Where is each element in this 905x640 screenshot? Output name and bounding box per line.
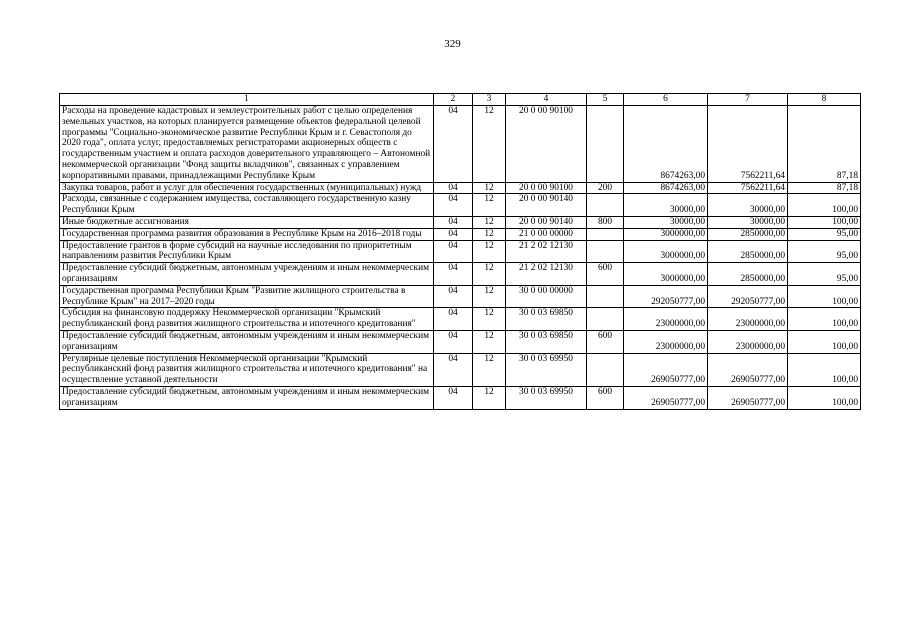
expense-type-cell (587, 194, 624, 217)
header-cell: 2 (434, 94, 473, 106)
header-cell: 5 (587, 94, 624, 106)
expense-name-cell: Регулярные целевые поступления Некоммерческой организации "Крымский республиканский фонд развития жилищного строительства и ипотечного кредитования" на осуществление уставной деятельности (60, 353, 434, 386)
execution-percent-cell: 95,00 (788, 263, 861, 286)
table-row (60, 106, 861, 183)
expense-name-cell: Расходы, связанные с содержанием имущества, составляющего государственную казну Республики Крым (60, 194, 434, 217)
executed-amount-cell: 7562211,64 (708, 106, 788, 183)
expense-name-cell: Расходы на проведение кадастровых и землеустроительных работ с целью определения земельных участков, на которых планируется размещение объектов федеральной целевой программы "Социально-экономическое развитие Республики Крым и г. Севастополя до 2020 года", оплата услуг, предоставляемых регистраторами акционерных обществ с государственным участием и оплата расходов доверительного управляющего – Автономной некоммерческой организации "Фонд защиты вкладчиков", связанных с управлением корпоративными правами, принадлежащими Республике Крым (60, 106, 434, 183)
subsection-code-cell: 12 (473, 194, 506, 217)
table-header-row (60, 94, 861, 106)
expense-name-cell: Государственная программа развития образования в Республике Крым на 2016–2018 годы (60, 228, 434, 240)
execution-percent-cell: 87,18 (788, 182, 861, 194)
budget-table (59, 93, 861, 410)
planned-amount-cell: 30000,00 (624, 194, 708, 217)
header-cell: 3 (473, 94, 506, 106)
expense-name-cell: Предоставление субсидий бюджетным, автономным учреждениям и иным некоммерческим организациям (60, 386, 434, 409)
section-code-cell: 04 (434, 106, 473, 183)
section-code-cell: 04 (434, 353, 473, 386)
executed-amount-cell: 2850000,00 (708, 240, 788, 263)
subsection-code-cell: 12 (473, 182, 506, 194)
subsection-code-cell: 12 (473, 240, 506, 263)
planned-amount-cell: 23000000,00 (624, 330, 708, 353)
planned-amount-cell: 3000000,00 (624, 228, 708, 240)
planned-amount-cell: 3000000,00 (624, 240, 708, 263)
section-code-cell: 04 (434, 194, 473, 217)
execution-percent-cell: 100,00 (788, 386, 861, 409)
target-article-cell: 20 0 00 90100 (506, 106, 587, 183)
table-row (60, 308, 861, 331)
target-article-cell: 30 0 03 69850 (506, 330, 587, 353)
subsection-code-cell: 12 (473, 263, 506, 286)
execution-percent-cell: 100,00 (788, 194, 861, 217)
subsection-code-cell: 12 (473, 216, 506, 228)
execution-percent-cell: 87,18 (788, 106, 861, 183)
expense-type-cell (587, 308, 624, 331)
expense-type-cell (587, 353, 624, 386)
target-article-cell: 30 0 00 00000 (506, 285, 587, 308)
executed-amount-cell: 23000000,00 (708, 330, 788, 353)
executed-amount-cell: 7562211,64 (708, 182, 788, 194)
expense-type-cell: 600 (587, 330, 624, 353)
executed-amount-cell: 30000,00 (708, 194, 788, 217)
table-row (60, 240, 861, 263)
section-code-cell: 04 (434, 240, 473, 263)
table-row (60, 330, 861, 353)
planned-amount-cell: 8674263,00 (624, 182, 708, 194)
target-article-cell: 21 2 02 12130 (506, 263, 587, 286)
subsection-code-cell: 12 (473, 106, 506, 183)
subsection-code-cell: 12 (473, 285, 506, 308)
expense-type-cell: 800 (587, 216, 624, 228)
planned-amount-cell: 23000000,00 (624, 308, 708, 331)
planned-amount-cell: 269050777,00 (624, 353, 708, 386)
table-row (60, 182, 861, 194)
target-article-cell: 30 0 03 69950 (506, 386, 587, 409)
execution-percent-cell: 100,00 (788, 308, 861, 331)
subsection-code-cell: 12 (473, 386, 506, 409)
expense-name-cell: Предоставление грантов в форме субсидий на научные исследования по приоритетным направлениям развития Республики Крым (60, 240, 434, 263)
executed-amount-cell: 2850000,00 (708, 228, 788, 240)
target-article-cell: 20 0 00 90140 (506, 194, 587, 217)
section-code-cell: 04 (434, 386, 473, 409)
header-cell: 7 (708, 94, 788, 106)
expense-type-cell (587, 240, 624, 263)
planned-amount-cell: 3000000,00 (624, 263, 708, 286)
execution-percent-cell: 95,00 (788, 240, 861, 263)
execution-percent-cell: 100,00 (788, 285, 861, 308)
header-cell: 1 (60, 94, 434, 106)
target-article-cell: 30 0 03 69850 (506, 308, 587, 331)
planned-amount-cell: 30000,00 (624, 216, 708, 228)
target-article-cell: 30 0 03 69950 (506, 353, 587, 386)
executed-amount-cell: 30000,00 (708, 216, 788, 228)
table-row (60, 228, 861, 240)
section-code-cell: 04 (434, 330, 473, 353)
subsection-code-cell: 12 (473, 308, 506, 331)
section-code-cell: 04 (434, 263, 473, 286)
target-article-cell: 20 0 00 90140 (506, 216, 587, 228)
table-row (60, 263, 861, 286)
table-row (60, 285, 861, 308)
section-code-cell: 04 (434, 285, 473, 308)
execution-percent-cell: 95,00 (788, 228, 861, 240)
planned-amount-cell: 269050777,00 (624, 386, 708, 409)
executed-amount-cell: 269050777,00 (708, 386, 788, 409)
expense-type-cell (587, 228, 624, 240)
executed-amount-cell: 269050777,00 (708, 353, 788, 386)
header-cell: 4 (506, 94, 587, 106)
target-article-cell: 21 2 02 12130 (506, 240, 587, 263)
expense-type-cell: 200 (587, 182, 624, 194)
expense-name-cell: Предоставление субсидий бюджетным, автономным учреждениям и иным некоммерческим организациям (60, 330, 434, 353)
target-article-cell: 21 0 00 00000 (506, 228, 587, 240)
subsection-code-cell: 12 (473, 330, 506, 353)
expense-name-cell: Государственная программа Республики Крым "Развитие жилищного строительства в Республике Крым" на 2017–2020 годы (60, 285, 434, 308)
section-code-cell: 04 (434, 308, 473, 331)
section-code-cell: 04 (434, 182, 473, 194)
table-row (60, 216, 861, 228)
expense-name-cell: Закупка товаров, работ и услуг для обеспечения государственных (муниципальных) нужд (60, 182, 434, 194)
expense-type-cell (587, 106, 624, 183)
target-article-cell: 20 0 00 90100 (506, 182, 587, 194)
executed-amount-cell: 2850000,00 (708, 263, 788, 286)
expense-type-cell: 600 (587, 263, 624, 286)
expense-name-cell: Субсидия на финансовую поддержку Некоммерческой организации "Крымский республиканский фонд развития жилищного строительства и ипотечного кредитования" (60, 308, 434, 331)
table-row (60, 386, 861, 409)
execution-percent-cell: 100,00 (788, 330, 861, 353)
subsection-code-cell: 12 (473, 353, 506, 386)
section-code-cell: 04 (434, 216, 473, 228)
table-row (60, 353, 861, 386)
header-cell: 8 (788, 94, 861, 106)
execution-percent-cell: 100,00 (788, 216, 861, 228)
section-code-cell: 04 (434, 228, 473, 240)
expense-name-cell: Предоставление субсидий бюджетным, автономным учреждениям и иным некоммерческим организациям (60, 263, 434, 286)
page-number: 329 (444, 38, 461, 50)
header-cell: 6 (624, 94, 708, 106)
expense-name-cell: Иные бюджетные ассигнования (60, 216, 434, 228)
planned-amount-cell: 8674263,00 (624, 106, 708, 183)
expense-type-cell: 600 (587, 386, 624, 409)
executed-amount-cell: 23000000,00 (708, 308, 788, 331)
expense-type-cell (587, 285, 624, 308)
planned-amount-cell: 292050777,00 (624, 285, 708, 308)
table-row (60, 194, 861, 217)
subsection-code-cell: 12 (473, 228, 506, 240)
executed-amount-cell: 292050777,00 (708, 285, 788, 308)
execution-percent-cell: 100,00 (788, 353, 861, 386)
